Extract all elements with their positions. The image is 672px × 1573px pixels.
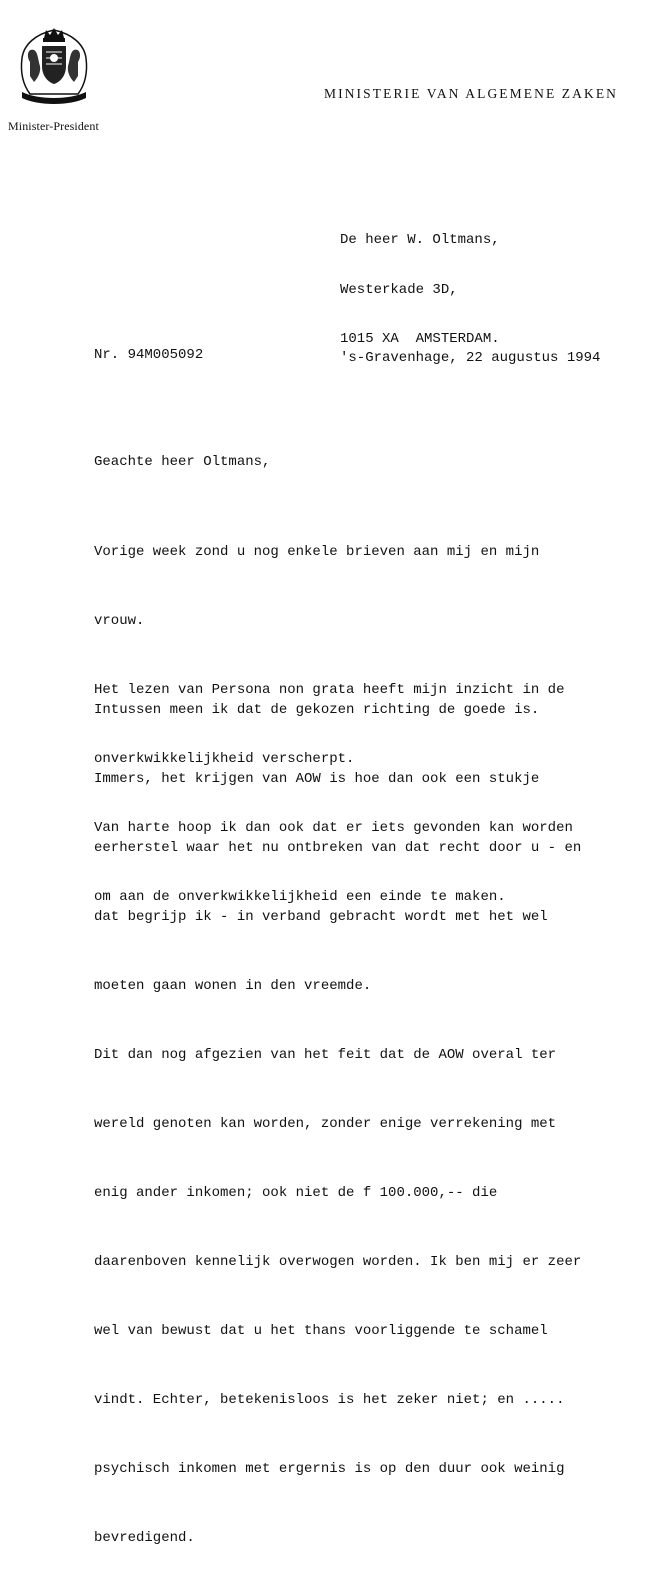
body-line: Dit dan nog afgezien van het feit dat de AOW overal ter [94, 1047, 557, 1063]
body-line: daarenboven kennelijk overwogen worden. Ik ben mij er zeer [94, 1254, 582, 1270]
address-line: De heer W. Oltmans, [340, 232, 500, 248]
body-paragraph-2 [94, 653, 581, 1573]
body-line: onverkwikkelijkheid verscherpt. [94, 751, 355, 767]
body-line: Het lezen van Persona non grata heeft mijn inzicht in de [94, 682, 565, 698]
reference-number: Nr. 94M005092 [94, 347, 204, 363]
body-line: vindt. Echter, betekenisloos is het zeker niet; en ..... [94, 1392, 565, 1408]
body-line: eerherstel waar het nu ontbreken van dat recht door u - en [94, 840, 582, 856]
minister-president-label: Minister-President [8, 119, 99, 133]
body-line: vrouw. [94, 613, 145, 629]
place-and-date: 's-Gravenhage, 22 augustus 1994 [340, 350, 601, 366]
royal-coat-of-arms-icon [8, 26, 100, 106]
body-line: moeten gaan wonen in den vreemde. [94, 978, 372, 994]
salutation: Geachte heer Oltmans, [94, 454, 271, 470]
body-line: dat begrijp ik - in verband gebracht wordt met het wel [94, 909, 548, 925]
body-line: Vorige week zond u nog enkele brieven aan mij en mijn [94, 544, 540, 560]
address-line: 1015 XA AMSTERDAM. [340, 331, 500, 347]
body-line: Immers, het krijgen van AOW is hoe dan ook een stukje [94, 771, 540, 787]
body-line: Van harte hoop ik dan ook dat er iets gevonden kan worden [94, 820, 573, 836]
body-line: wereld genoten kan worden, zonder enige verrekening met [94, 1116, 557, 1132]
body-line: enig ander inkomen; ook niet de f 100.000,-- die [94, 1185, 498, 1201]
ministry-name: MINISTERIE VAN ALGEMENE ZAKEN [324, 86, 619, 101]
body-line: psychisch inkomen met ergernis is op den duur ook weinig [94, 1461, 565, 1477]
body-line: om aan de onverkwikkelijkheid een einde te maken. [94, 889, 506, 905]
body-line: bevredigend. [94, 1530, 195, 1546]
body-line: Intussen meen ik dat de gekozen richting de goede is. [94, 702, 540, 718]
body-line: wel van bewust dat u het thans voorliggende te schamel [94, 1323, 548, 1339]
address-line: Westerkade 3D, [340, 281, 458, 298]
recipient-address [340, 199, 500, 364]
